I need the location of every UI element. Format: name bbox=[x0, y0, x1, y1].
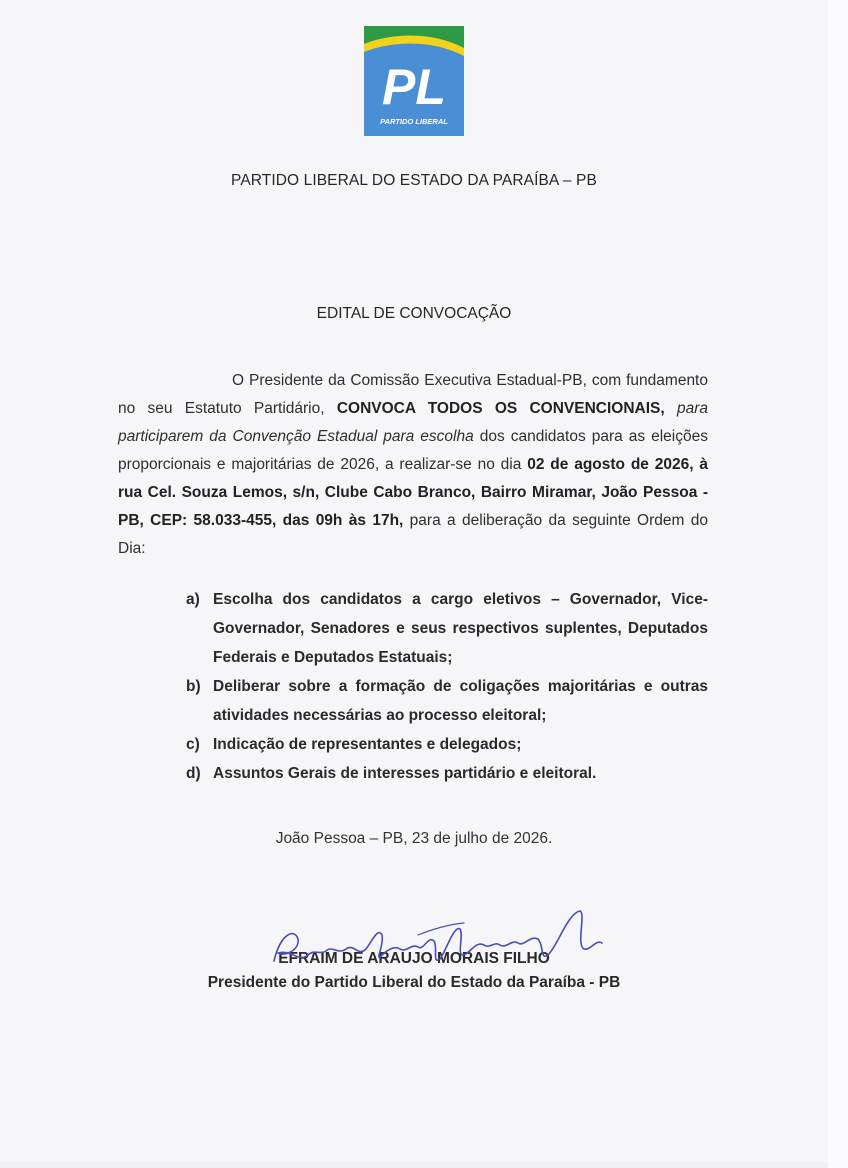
agenda-text: Indicação de representantes e delegados; bbox=[213, 736, 522, 753]
agenda-text: Escolha dos candidatos a cargo eletivos – Governador, Vice-Governador, Senadores e seus respectivos suplentes, Deputados Federais e Deputados Estatuais; bbox=[213, 591, 708, 666]
agenda-list bbox=[186, 585, 708, 788]
logo-subtitle: PARTIDO LIBERAL bbox=[380, 117, 448, 126]
handwritten-signature bbox=[268, 905, 608, 985]
place-and-date: João Pessoa – PB, 23 de julho de 2026. bbox=[275, 830, 553, 847]
agenda-marker: c) bbox=[186, 736, 200, 753]
scan-edge bbox=[828, 0, 848, 1168]
agenda-item bbox=[186, 730, 708, 759]
signer-name: EFRAIM DE ARAUJO MORAIS FILHO bbox=[278, 950, 550, 967]
paragraph-elections: dos candidatos para as eleições proporcionais e majoritárias de 2026, a realizar-se no dia bbox=[118, 428, 708, 473]
paragraph-convoca: CONVOCA TODOS OS CONVENCIONAIS, bbox=[336, 400, 665, 417]
paragraph-date-location: 02 de agosto de 2026, à rua Cel. Souza Lemos, s/n, Clube Cabo Branco, Bairro Miramar, João Pessoa - PB, CEP: 58.033-455, das 09h às 17h, bbox=[118, 456, 708, 529]
agenda-text: Deliberar sobre a formação de coligações majoritárias e outras atividades necessárias ao processo eleitoral; bbox=[213, 678, 708, 724]
agenda-marker: d) bbox=[186, 765, 201, 782]
party-logo bbox=[364, 26, 464, 136]
signature-stroke bbox=[274, 911, 602, 961]
document-title: EDITAL DE CONVOCAÇÃO bbox=[316, 305, 512, 322]
logo-letters: PL bbox=[382, 59, 446, 115]
paragraph-purpose: para participarem da Convenção Estadual para escolha bbox=[118, 400, 708, 445]
agenda-item bbox=[186, 585, 708, 672]
agenda-text: Assuntos Gerais de interesses partidário e eleitoral. bbox=[213, 765, 597, 782]
signer-role: Presidente do Partido Liberal do Estado da Paraíba - PB bbox=[207, 974, 621, 991]
agenda-item bbox=[186, 759, 708, 788]
convocation-paragraph bbox=[118, 367, 708, 563]
agenda-item bbox=[186, 672, 708, 730]
agenda-marker: a) bbox=[186, 591, 200, 608]
paragraph-intro: O Presidente da Comissão Executiva Estadual-PB, com fundamento no seu Estatuto Partidário, bbox=[118, 372, 708, 417]
organization-title: PARTIDO LIBERAL DO ESTADO DA PARAÍBA – PB bbox=[231, 172, 597, 189]
paragraph-agenda-intro: para a deliberação da seguinte Ordem do Dia: bbox=[118, 512, 708, 557]
agenda-marker: b) bbox=[186, 678, 201, 695]
